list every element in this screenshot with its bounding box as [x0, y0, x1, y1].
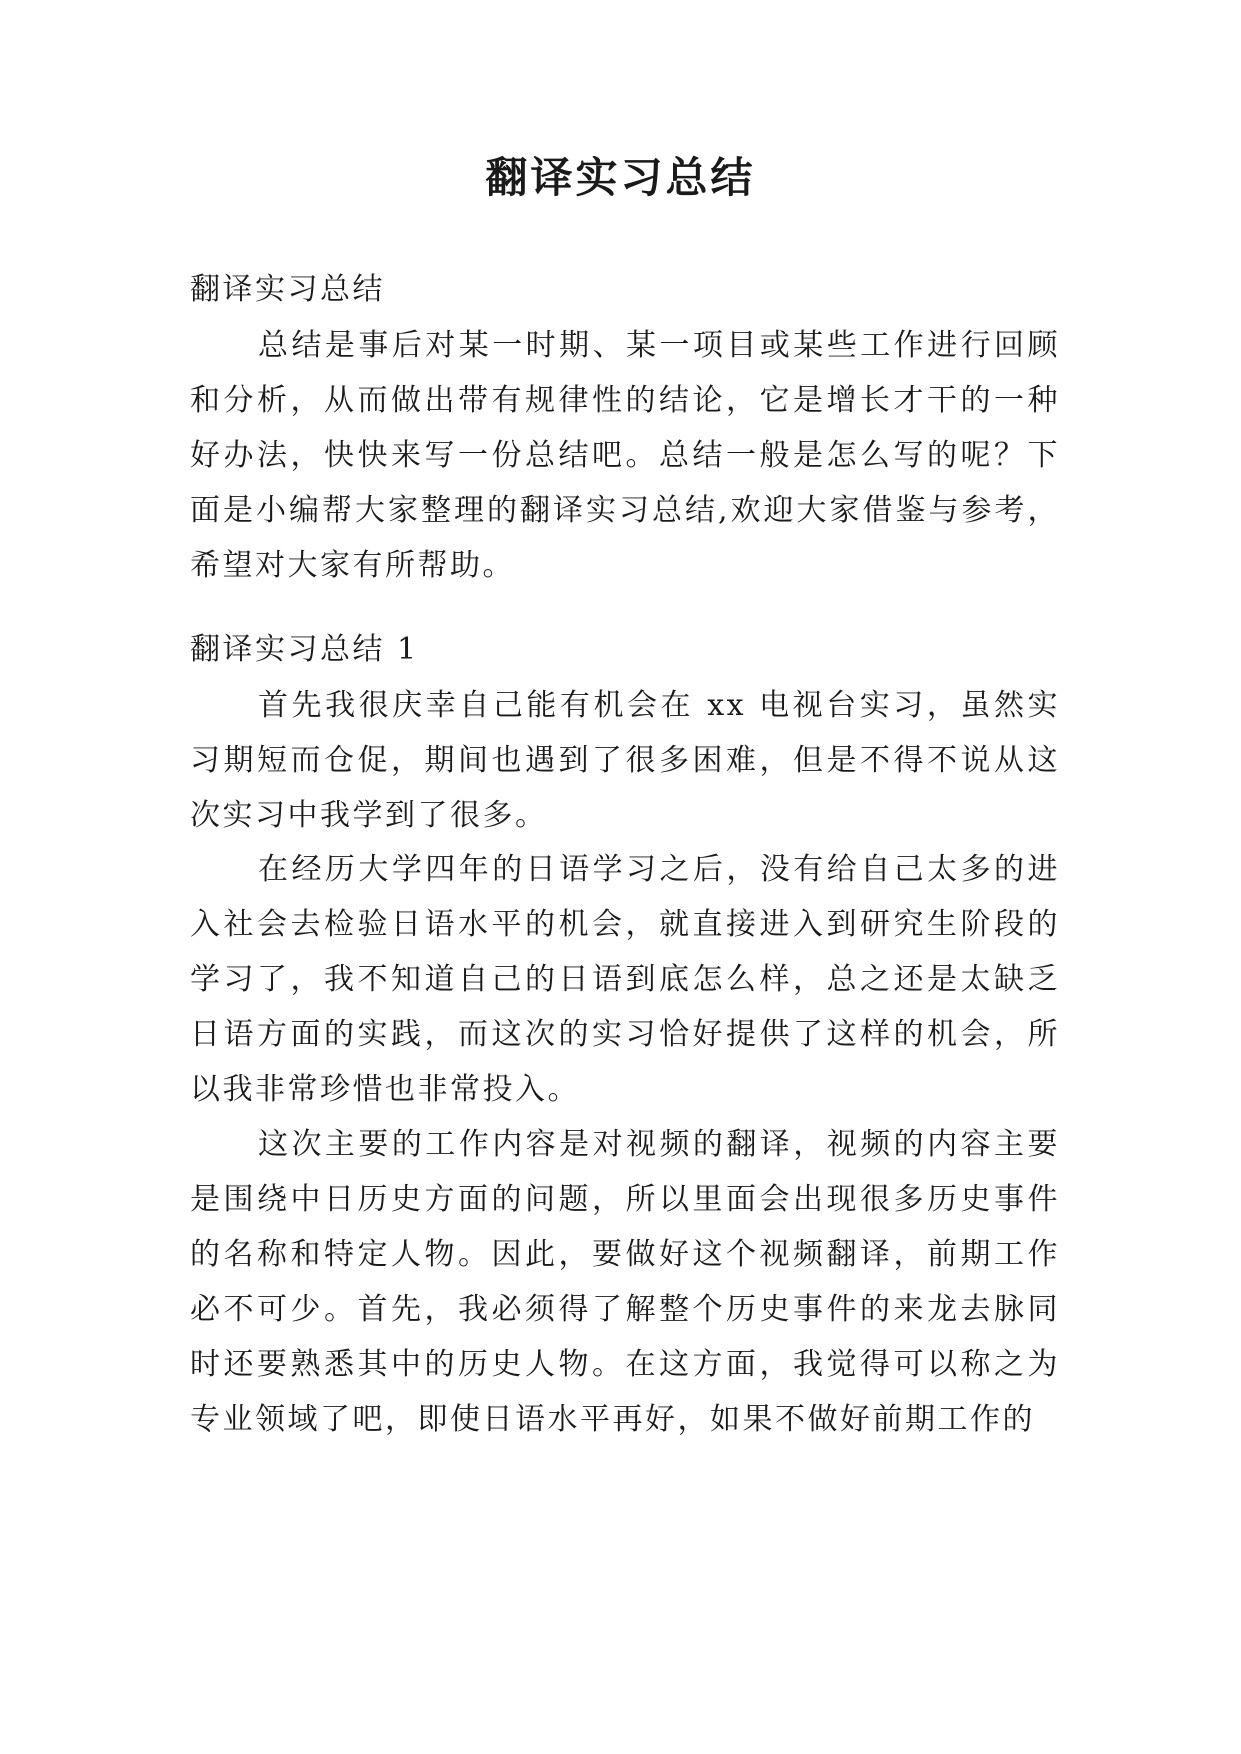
section-1-paragraph-1: 首先我很庆幸自己能有机会在 xx 电视台实习，虽然实习期短而仓促，期间也遇到了很多困难，但是不得不说从这次实习中我学到了很多。	[190, 688, 1060, 833]
intro-paragraph: 总结是事后对某一时期、某一项目或某些工作进行回顾和分析，从而做出带有规律性的结论，它是增长才干的一种好办法，快快来写一份总结吧。总结一般是怎么写的呢？下面是小编帮大家整理的翻译实习总结,欢迎大家借鉴与参考，希望对大家有所帮助。	[190, 328, 1060, 583]
document-title: 翻译实习总结	[485, 153, 756, 202]
section-1-heading: 翻译实习总结 1	[190, 632, 419, 667]
section-1-paragraph-3: 这次主要的工作内容是对视频的翻译，视频的内容主要是围绕中日历史方面的问题，所以里面会出现很多历史事件的名称和特定人物。因此，要做好这个视频翻译，前期工作必不可少。首先，我必须得了解整个历史事件的来龙去脉同时还要熟悉其中的历史人物。在这方面，我觉得可以称之为专业领域了吧，即使日语水平再好，如果不做好前期工作的	[190, 1127, 1060, 1437]
intro-heading: 翻译实习总结	[190, 272, 385, 307]
section-1-paragraph-2: 在经历大学四年的日语学习之后，没有给自己太多的进入社会去检验日语水平的机会，就直接进入到研究生阶段的学习了，我不知道自己的日语到底怎么样，总之还是太缺乏日语方面的实践，而这次的实习恰好提供了这样的机会，所以我非常珍惜也非常投入。	[190, 852, 1060, 1107]
